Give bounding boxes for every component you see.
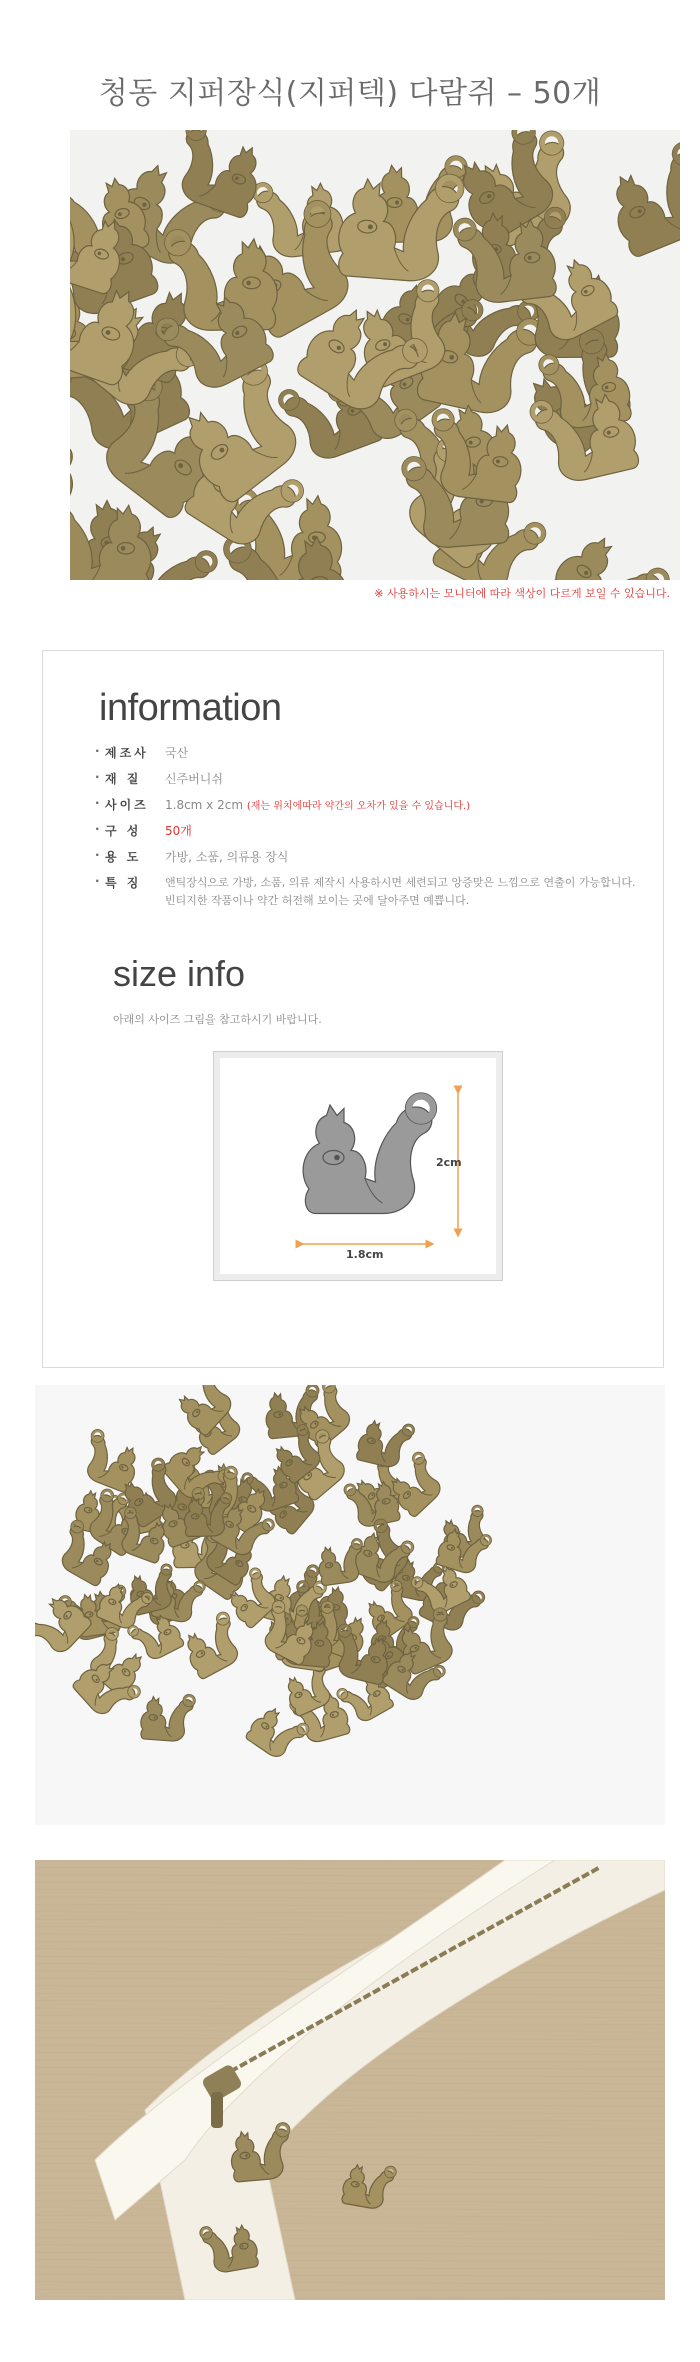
spec-key: 구 성 (105, 824, 142, 838)
bullet-icon: · (95, 822, 100, 836)
spec-value: 가방, 소품, 의류용 장식 (165, 850, 289, 864)
information-panel (42, 650, 664, 1368)
product-photo-zipper (35, 1860, 665, 2300)
spec-key: 사이즈 (105, 798, 149, 812)
spec-row-size (95, 796, 470, 816)
size-value: 1.8cm x 2cm (165, 798, 244, 812)
bullet-icon: · (95, 848, 100, 862)
product-photo-closeup (70, 130, 680, 580)
size-info-heading: size info (113, 953, 246, 994)
spec-row-material (95, 770, 223, 788)
bullet-icon: · (95, 874, 100, 888)
spec-key: 재 질 (105, 772, 142, 786)
spec-value: 국산 (165, 746, 189, 760)
bullet-icon: · (95, 770, 100, 784)
bullet-icon: · (95, 744, 100, 758)
quantity-value: 50개 (165, 824, 192, 838)
spec-row-quantity (95, 822, 192, 840)
information-heading: information (99, 687, 282, 729)
spec-key: 특 징 (105, 876, 142, 890)
bullet-icon: · (95, 796, 100, 810)
spec-row-usage (95, 848, 288, 866)
color-disclaimer: ※ 사용하시는 모니터에 따라 색상이 다르게 보일 수 있습니다. (374, 587, 670, 600)
width-label: 1.8cm (346, 1248, 384, 1261)
spec-row-maker (95, 744, 188, 762)
page-title: 청동 지퍼장식(지퍼텍) 다람쥐 – 50개 (98, 76, 602, 111)
size-info-description: 아래의 사이즈 그림을 참고하시기 바랍니다. (113, 1013, 322, 1026)
spec-value (165, 822, 192, 840)
size-diagram (213, 1051, 503, 1281)
spec-value: 신주버니쉬 (165, 772, 223, 786)
feature-line-1: 앤틱장식으로 가방, 소품, 의류 제작시 사용하시면 세련되고 앙증맞은 느낌으로 연출이 가능합니다. (165, 876, 636, 889)
height-label: 2cm (436, 1156, 462, 1169)
spec-key: 제조사 (105, 746, 149, 760)
spec-value (165, 796, 470, 816)
product-photo-pile (35, 1385, 665, 1825)
feature-line-2: 빈티지한 작품이나 약간 허전해 보이는 곳에 달아주면 예쁩니다. (165, 894, 470, 907)
size-note: (재는 위치에따라 약간의 오차가 있을 수 있습니다.) (246, 801, 471, 812)
spec-value (165, 874, 636, 910)
spec-key: 용 도 (105, 850, 142, 864)
spec-row-feature (95, 874, 655, 910)
